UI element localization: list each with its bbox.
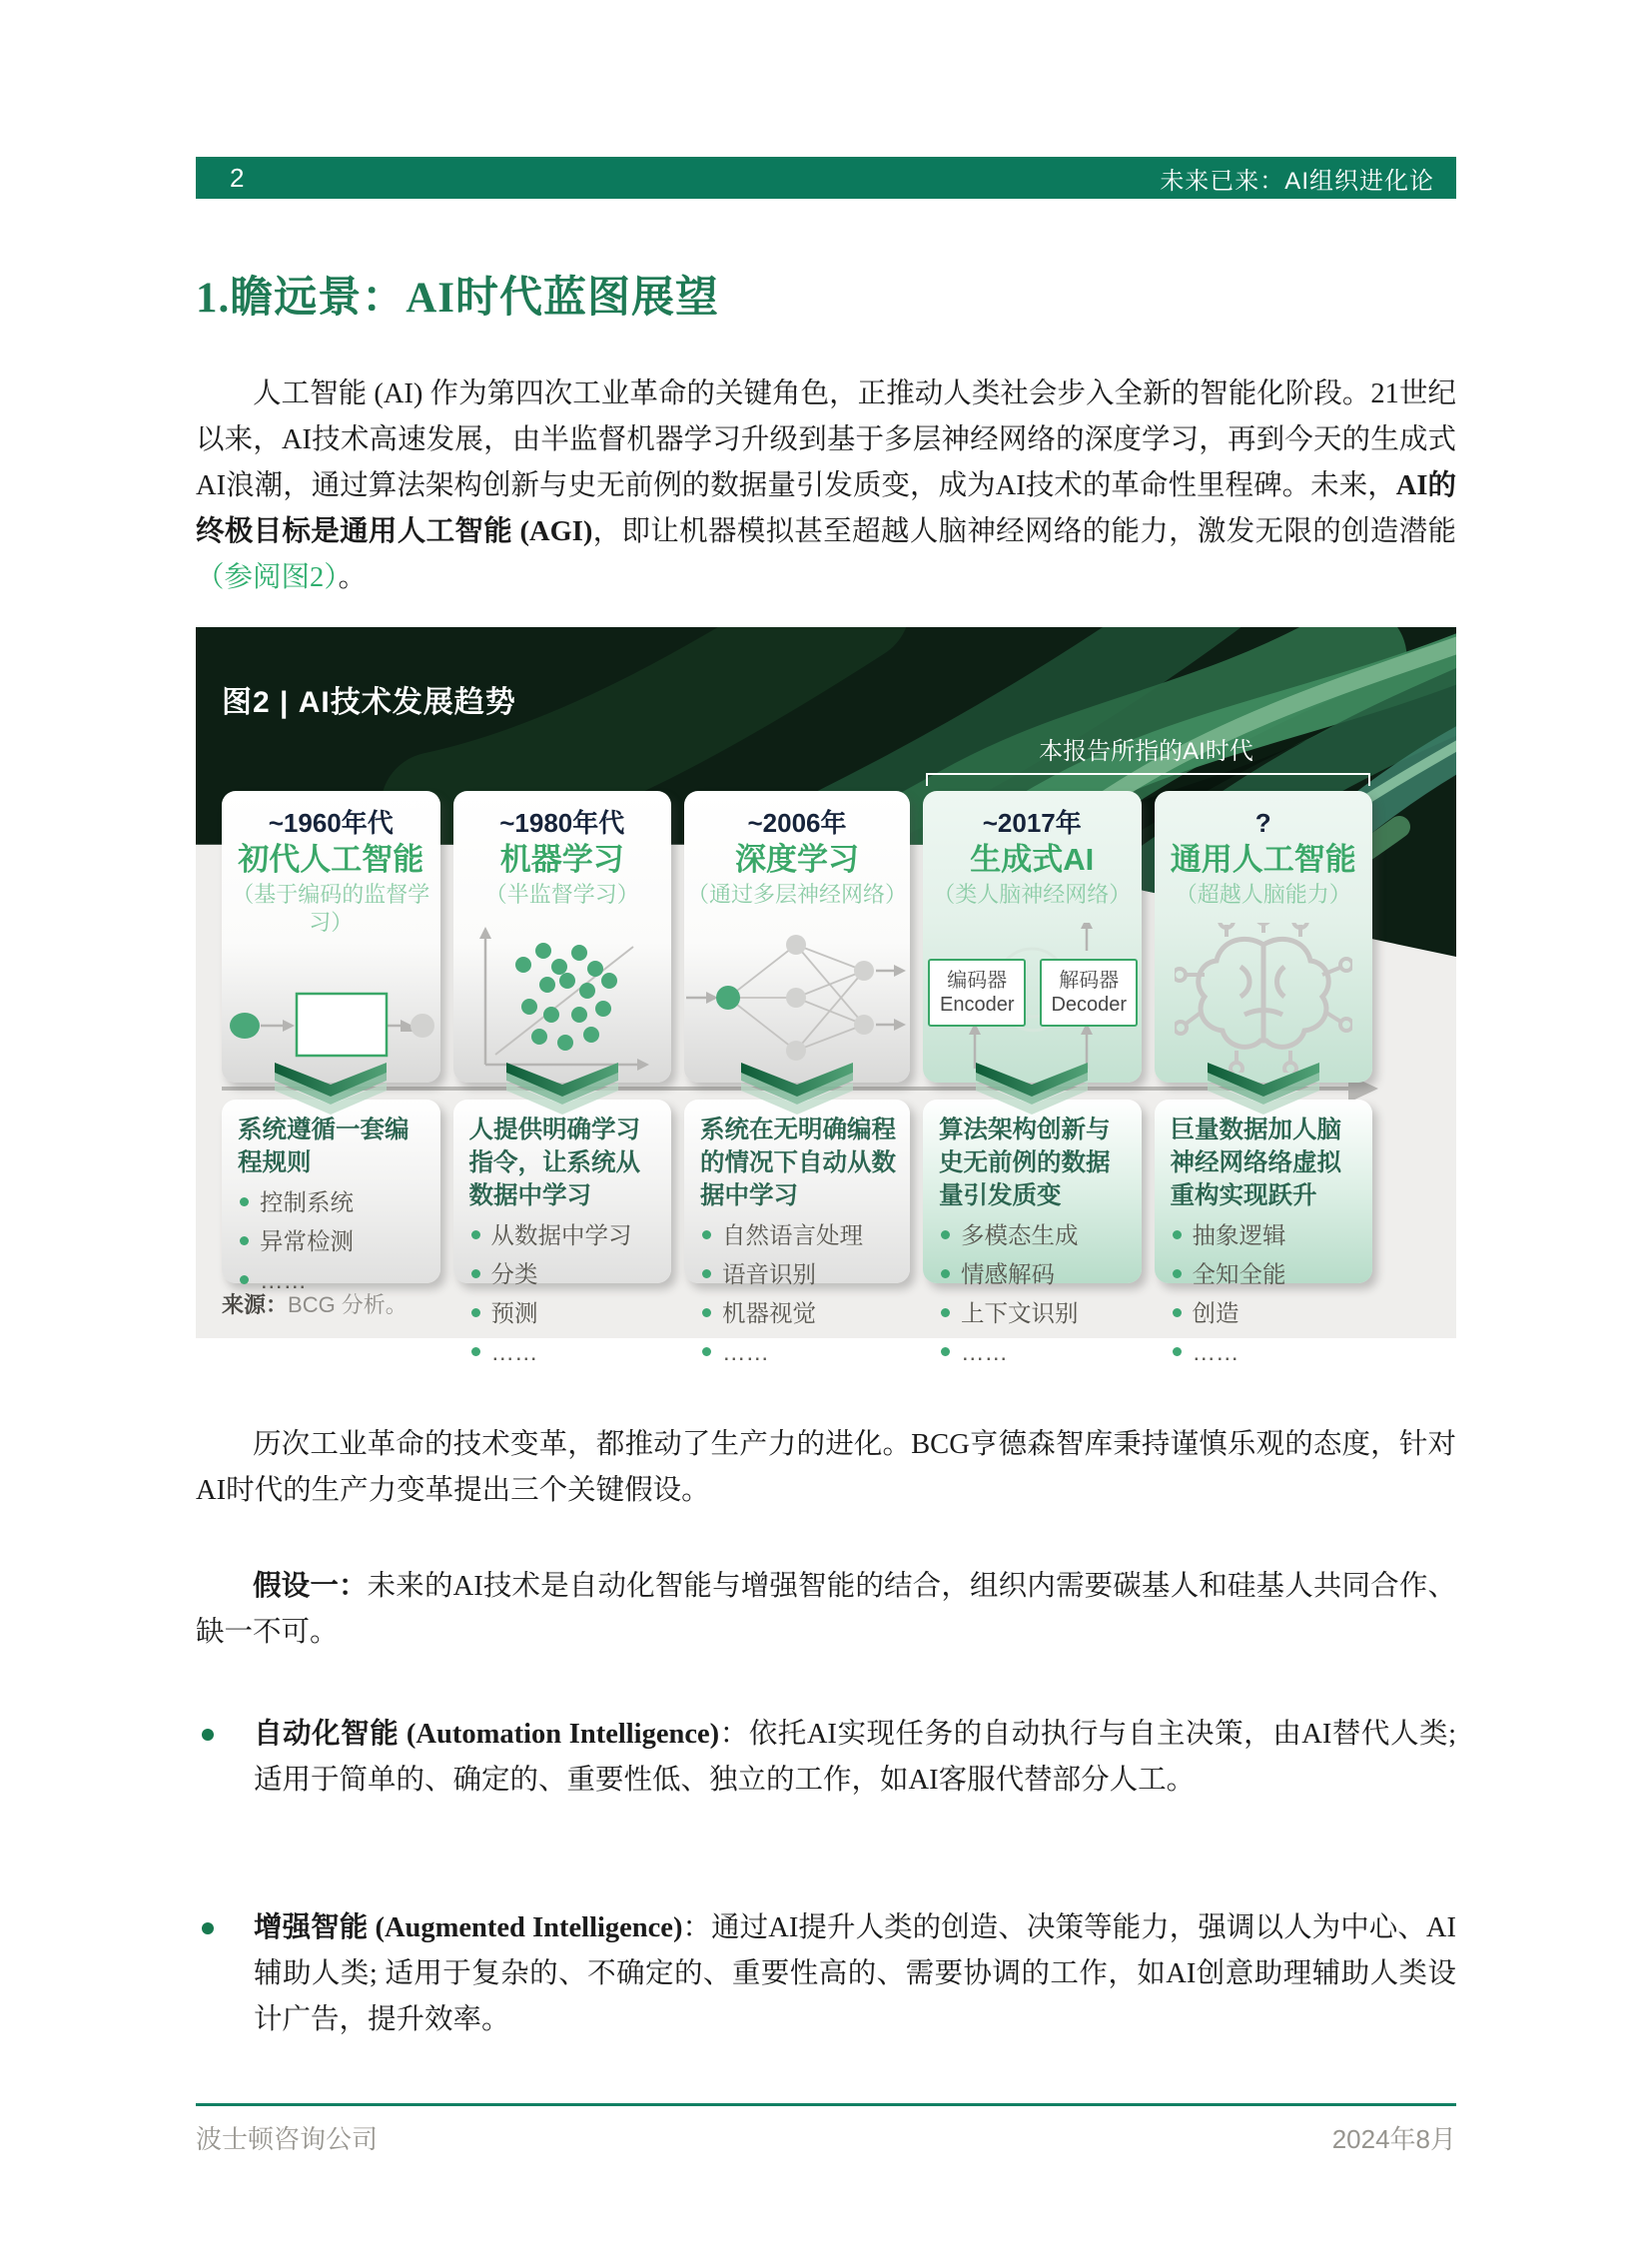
column-header-card [453, 791, 672, 1083]
source-label: 来源： [222, 1292, 289, 1317]
ai-era-label: 本报告所指的AI时代 [1039, 738, 1253, 765]
figure-column-1980s [453, 791, 672, 1365]
column-title: 生成式AI [970, 842, 1095, 877]
bullet-term: 自动化智能 (Automation Intelligence) [254, 1719, 720, 1750]
chevron-down-icon [506, 1063, 618, 1120]
bullet-item: 上下文识别 [939, 1298, 1128, 1328]
column-title: 通用人工智能 [1170, 842, 1356, 877]
bullet-item: 异常检测 [238, 1226, 426, 1256]
bullet-item: …… [700, 1337, 896, 1367]
column-subtitle: （类人脑神经网络） [933, 882, 1132, 907]
column-description-card [222, 1100, 440, 1293]
bullet-item: 控制系统 [238, 1187, 426, 1217]
column-description-card [684, 1100, 910, 1365]
figure-2 [196, 627, 1456, 1365]
column-title: 深度学习 [735, 842, 859, 877]
figure-column-2006 [684, 791, 910, 1365]
paragraph-2: 历次工业革命的技术变革，都推动了生产力的进化。BCG亨德森智库秉持谨慎乐观的态度，针对AI时代的生产力变革提出三个关键假设。 [196, 1429, 1456, 1506]
running-header-title: 未来已来：AI组织进化论 [1160, 167, 1434, 195]
encoder-decoder-icon [926, 923, 1138, 1073]
neural-network-icon [684, 923, 910, 1073]
bullet-list [1171, 1220, 1359, 1367]
column-subtitle: （通过多层神经网络） [686, 882, 907, 907]
intro-bold-phrase: AI的终极目标是通用人工智能 (AGI) [196, 470, 1456, 547]
bullet-item: 抽象逻辑 [1171, 1220, 1359, 1250]
column-subtitle: （半监督学习） [484, 882, 639, 907]
bullet-item: 语音识别 [700, 1259, 896, 1289]
bullet-dot-icon [202, 1922, 214, 1934]
bullet-item: 情感解码 [939, 1259, 1128, 1289]
bullet-item: 预测 [469, 1298, 658, 1328]
bullet-item: …… [238, 1265, 426, 1295]
figure-column-2017 [923, 791, 1142, 1365]
bullet-text: ：通过AI提升人类的创造、决策等能力，强调以人为中心、AI辅助人类; 适用于复杂的、不确定的、重要性高的、需要协调的工作，如AI创意助理辅助人类设计广告，提升效率。 [254, 1912, 1456, 2035]
column-description-card [923, 1100, 1142, 1365]
flow-diagram-icon [225, 980, 436, 1072]
column-subtitle: （基于编码的监督学习） [232, 882, 430, 935]
year-label: ~1980年代 [499, 808, 625, 838]
bullet-list [939, 1220, 1128, 1367]
bullet-item: 从数据中学习 [469, 1220, 658, 1250]
bullet-list [238, 1187, 426, 1295]
description-title: 系统遵循一套编程规则 [238, 1117, 410, 1176]
description-title: 算法架构创新与史无前例的数据量引发质变 [939, 1117, 1111, 1209]
year-label: ~1960年代 [268, 808, 394, 838]
column-title: 机器学习 [499, 842, 624, 877]
chevron-down-icon [976, 1063, 1088, 1120]
figure-column-1960s [222, 791, 440, 1293]
hypothesis-text: 未来的AI技术是自动化智能与增强智能的结合，组织内需要碳基人和硅基人共同合作、缺一不可。 [196, 1571, 1456, 1648]
column-subtitle: （超越人脑能力） [1175, 882, 1351, 907]
bullet-item: …… [469, 1337, 658, 1367]
bullet-text: ：依托AI实现任务的自动执行与自主决策，由AI替代人类; 适用于简单的、确定的、重要性低、独立的工作，如AI客服代替部分人工。 [254, 1719, 1456, 1796]
figure-column-agi [1155, 791, 1373, 1365]
chevron-down-icon [741, 1063, 853, 1120]
column-header-card [923, 791, 1142, 1083]
brain-circuit-icon [1175, 923, 1352, 1073]
year-label: ~2017年 [982, 808, 1082, 838]
hypothesis-lead: 假设一： [253, 1571, 368, 1602]
intro-paragraph [196, 372, 1456, 601]
chevron-down-icon [275, 1063, 387, 1120]
bullet-item: 多模态生成 [939, 1220, 1128, 1250]
page-footer [196, 2119, 1456, 2156]
figure-2-reference-link[interactable]: （参阅图2） [196, 562, 339, 593]
bullet-item: 创造 [1171, 1298, 1359, 1328]
encoder-box [928, 959, 1026, 1027]
bullet-term: 增强智能 (Augmented Intelligence) [254, 1912, 683, 1943]
decoder-box [1040, 959, 1138, 1027]
intro-text-end: 。 [338, 562, 368, 593]
source-text: BCG 分析。 [288, 1292, 408, 1317]
bullet-item: …… [1171, 1337, 1359, 1367]
intro-text-start: 人工智能 (AI) 作为第四次工业革命的关键角色，正推动人类社会步入全新的智能化阶段。21世纪以来，AI技术高速发展，由半监督机器学习升级到基于多层神经网络的深度学习，再到今天的生成式AI浪潮，通过算法架构创新与史无前例的数据量引发质变，成为AI技术的革命性里程碑。未来， [196, 378, 1456, 501]
bullet-augmented-intelligence [196, 1905, 1456, 2043]
bullet-list [469, 1220, 658, 1367]
bullet-dot-icon [202, 1729, 214, 1741]
description-title: 系统在无明确编程的情况下自动从数据中学习 [700, 1117, 896, 1209]
section-title: 1.瞻远景：AI时代蓝图展望 [196, 275, 720, 322]
column-description-card [1155, 1100, 1373, 1365]
footer-company: 波士顿咨询公司 [196, 2124, 379, 2154]
footer-date: 2024年8月 [1331, 2124, 1456, 2154]
era-bracket [926, 773, 1370, 786]
figure-source [222, 1288, 408, 1319]
page-number: 2 [230, 162, 245, 193]
column-header-card [1155, 791, 1373, 1083]
encoder-label-cn: 编码器 [947, 970, 1008, 992]
description-title: 巨量数据加人脑神经网络络虚拟重构实现跃升 [1170, 1117, 1341, 1209]
bullet-item: …… [939, 1337, 1128, 1367]
intro-text-middle: ，即让机器模拟甚至超越人脑神经网络的能力，激发无限的创造潜能 [592, 516, 1456, 547]
year-label: ? [1254, 808, 1271, 838]
chevron-down-icon [1208, 1063, 1319, 1120]
paragraph-hypothesis-1 [196, 1564, 1456, 1656]
scatter-plot-icon [467, 923, 657, 1073]
column-description-card [453, 1100, 672, 1365]
description-title: 人提供明确学习指令，让系统从数据中学习 [468, 1117, 640, 1209]
column-header-card [222, 791, 440, 1083]
figure-title: 图2 | AI技术发展趋势 [222, 686, 516, 719]
bullet-list [700, 1220, 896, 1367]
bullet-item: 全知全能 [1171, 1259, 1359, 1289]
bullet-item: 自然语言处理 [700, 1220, 896, 1250]
decoder-label-en: Decoder [1051, 994, 1128, 1016]
column-title: 初代人工智能 [238, 842, 424, 877]
decoder-label-cn: 解码器 [1059, 970, 1120, 992]
bullet-automation-intelligence [196, 1712, 1456, 1804]
bullet-item: 分类 [469, 1259, 658, 1289]
encoder-label-en: Encoder [940, 994, 1015, 1016]
footer-rule [196, 2103, 1456, 2106]
page-header-bar [196, 157, 1456, 199]
bullet-item: 机器视觉 [700, 1298, 896, 1328]
column-header-card [684, 791, 910, 1083]
year-label: ~2006年 [747, 808, 847, 838]
